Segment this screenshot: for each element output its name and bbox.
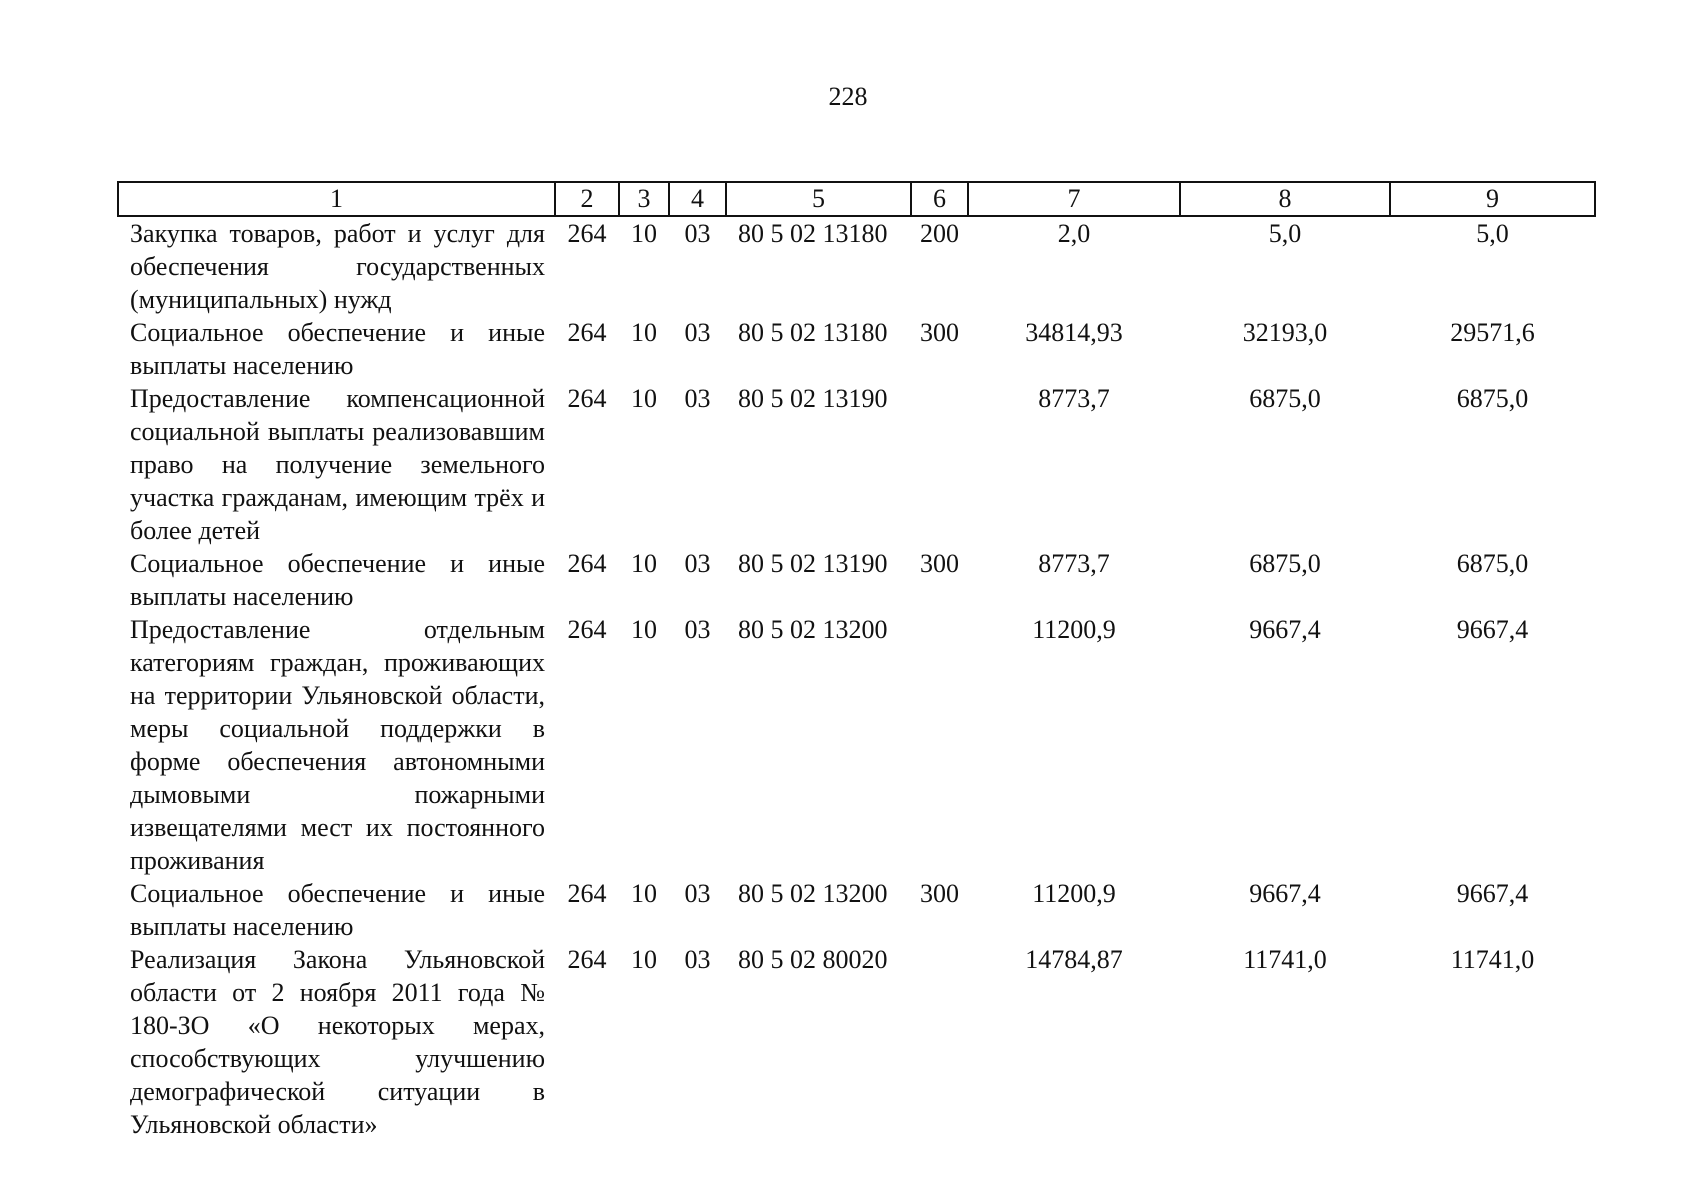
- row-col-9: 6875,0: [1456, 549, 1529, 578]
- row-col-3: 10: [631, 945, 657, 974]
- table-row: [118, 547, 1595, 613]
- row-col-2: 264: [567, 384, 607, 413]
- row-col-8: 6875,0: [1249, 384, 1321, 413]
- row-col-9: 29571,6: [1450, 318, 1535, 347]
- row-name: Предоставление отдельным категориям граждан, проживающих на территории Ульяновской области, меры социальной поддержки в форме обеспечения автономными дымовыми пожарными извещателями мест их постоянного проживания: [130, 615, 545, 875]
- row-name: Закупка товаров, работ и услуг для обеспечения государственных (муниципальных) нужд: [130, 219, 545, 314]
- row-col-9: 9667,4: [1456, 615, 1529, 644]
- row-col-5: 80 5 02 13180: [738, 318, 888, 347]
- row-col-6: 300: [920, 879, 959, 908]
- row-col-5: 80 5 02 13190: [738, 549, 888, 578]
- budget-table-container: [117, 181, 1596, 1141]
- row-col-6: [911, 613, 968, 877]
- row-col-3: 10: [631, 549, 657, 578]
- row-name: Реализация Закона Ульяновской области от 2 ноября 2011 года № 180-ЗО «О некоторых мерах, способствующих улучшению демографической ситуации в Ульяновской области»: [130, 945, 545, 1139]
- header-col-9: 9: [1390, 182, 1595, 216]
- table-row: [118, 382, 1595, 547]
- row-col-8: 11741,0: [1243, 945, 1327, 974]
- row-col-9: 9667,4: [1456, 879, 1529, 908]
- row-col-4: 03: [684, 549, 711, 578]
- row-col-5: 80 5 02 13180: [738, 219, 888, 248]
- row-col-6: [911, 382, 968, 547]
- row-col-3: 10: [631, 384, 657, 413]
- row-col-7: 8773,7: [1038, 549, 1110, 578]
- header-col-1: 1: [118, 182, 555, 216]
- table-row: [118, 877, 1595, 943]
- row-col-3: 10: [631, 219, 657, 248]
- header-col-2: 2: [555, 182, 619, 216]
- header-col-6: 6: [911, 182, 968, 216]
- row-col-5: 80 5 02 13190: [738, 384, 888, 413]
- row-col-2: 264: [567, 219, 607, 248]
- row-col-7: 8773,7: [1038, 384, 1110, 413]
- row-col-7: 11200,9: [1032, 615, 1116, 644]
- row-col-4: 03: [684, 384, 711, 413]
- row-col-9: 11741,0: [1450, 945, 1535, 974]
- row-col-4: 03: [684, 615, 711, 644]
- row-col-7: 14784,87: [1025, 945, 1123, 974]
- row-col-3: 10: [631, 615, 657, 644]
- row-col-8: 6875,0: [1249, 549, 1321, 578]
- row-col-2: 264: [567, 318, 607, 347]
- row-col-5: 80 5 02 13200: [738, 615, 888, 644]
- row-col-8: 5,0: [1268, 219, 1302, 248]
- row-col-6: 300: [920, 549, 959, 578]
- row-col-9: 5,0: [1476, 219, 1509, 248]
- row-col-4: 03: [684, 318, 711, 347]
- row-col-7: 11200,9: [1032, 879, 1116, 908]
- header-row: [118, 182, 1595, 216]
- row-col-7: 34814,93: [1025, 318, 1123, 347]
- header-col-8: 8: [1180, 182, 1390, 216]
- row-col-6: 300: [920, 318, 959, 347]
- row-col-8: 9667,4: [1249, 615, 1321, 644]
- header-col-4: 4: [669, 182, 726, 216]
- row-name: Социальное обеспечение и иные выплаты населению: [130, 549, 545, 611]
- row-col-8: 9667,4: [1249, 879, 1321, 908]
- row-col-5: 80 5 02 80020: [738, 945, 888, 974]
- row-col-4: 03: [684, 219, 711, 248]
- row-col-2: 264: [567, 945, 607, 974]
- row-col-6: [911, 943, 968, 1141]
- row-col-4: 03: [684, 945, 711, 974]
- row-name: Социальное обеспечение и иные выплаты населению: [130, 318, 545, 380]
- row-col-3: 10: [631, 879, 657, 908]
- row-col-4: 03: [684, 879, 711, 908]
- row-col-9: 6875,0: [1456, 384, 1529, 413]
- budget-table: [117, 181, 1596, 1141]
- header-col-3: 3: [619, 182, 669, 216]
- row-col-2: 264: [567, 879, 607, 908]
- header-col-5: 5: [726, 182, 911, 216]
- row-col-3: 10: [631, 318, 657, 347]
- page-number: 228: [828, 82, 868, 111]
- table-body: [118, 216, 1595, 1141]
- row-name: Предоставление компенсационной социальной выплаты реализовавшим право на получение земельного участка гражданам, имеющим трёх и более детей: [130, 384, 545, 545]
- row-col-2: 264: [567, 549, 607, 578]
- row-col-2: 264: [567, 615, 607, 644]
- row-name: Социальное обеспечение и иные выплаты населению: [130, 879, 545, 941]
- row-col-8: 32193,0: [1242, 318, 1328, 347]
- table-row: [118, 943, 1595, 1141]
- table-row: [118, 216, 1595, 316]
- table-row: [118, 613, 1595, 877]
- table-header: [118, 182, 1595, 216]
- header-col-7: 7: [968, 182, 1180, 216]
- row-col-7: 2,0: [1057, 219, 1091, 248]
- row-col-6: 200: [920, 219, 959, 248]
- row-col-5: 80 5 02 13200: [738, 879, 888, 908]
- table-row: [118, 316, 1595, 382]
